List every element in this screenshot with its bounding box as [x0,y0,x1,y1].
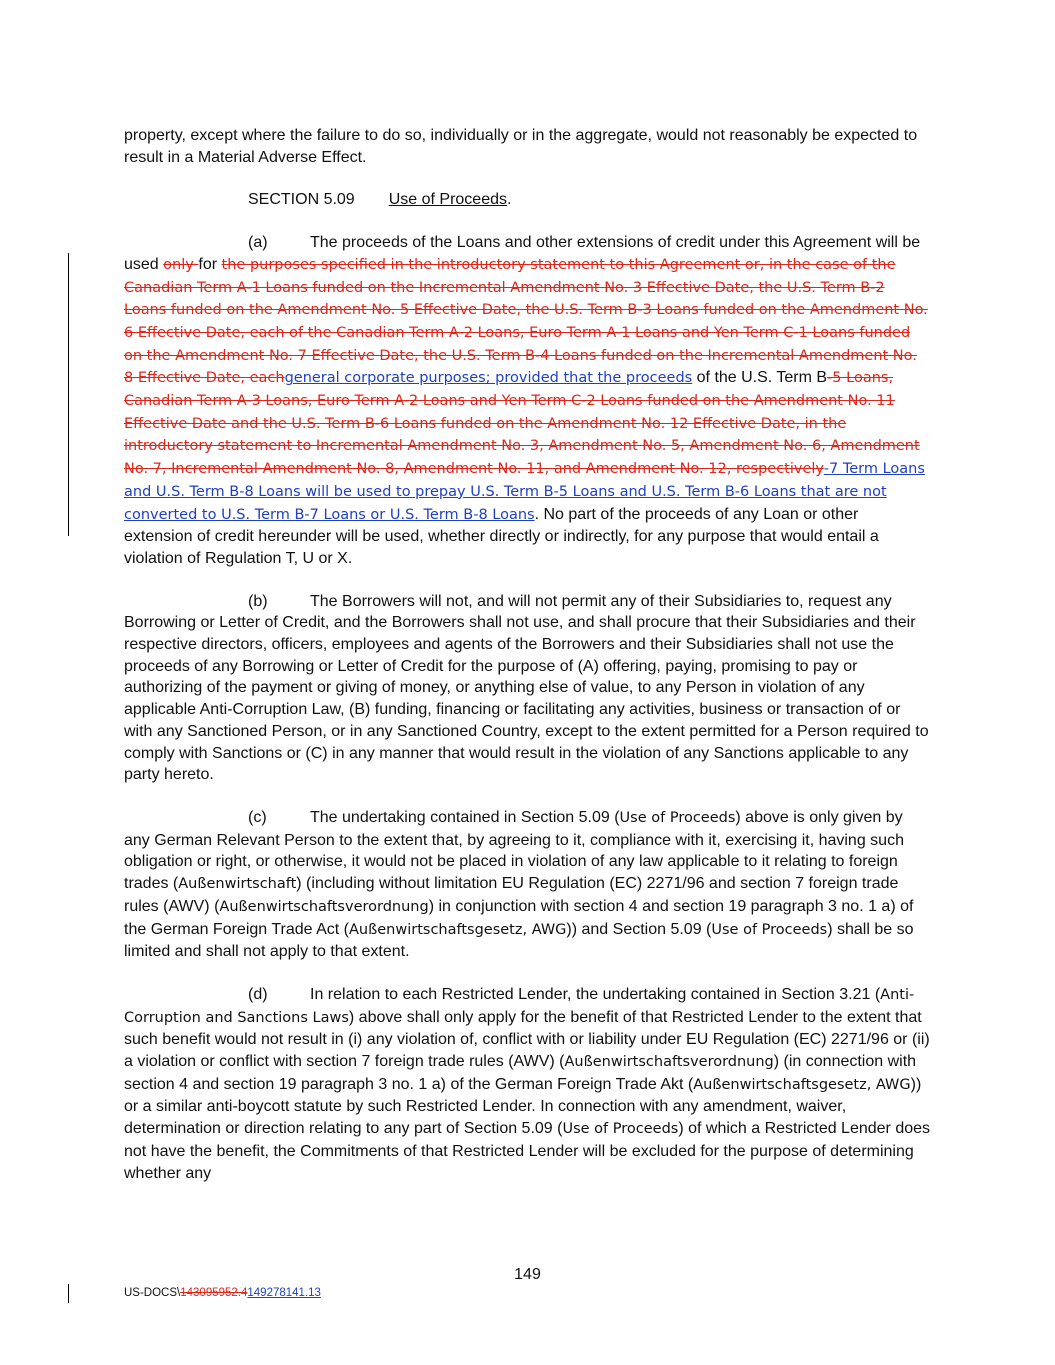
label-a: (a) [248,234,268,252]
inserted-text: general corporate purposes; provided that the proceeds [284,370,693,387]
footer-change-bar [68,1284,69,1303]
section-title: Use of Proceeds [388,191,507,209]
section-number: SECTION 5.09 [248,191,355,209]
document-body [124,125,930,1184]
label-b: (b) [248,592,268,610]
page-number: 149 [514,1266,541,1283]
deleted-text: the purposes specified in the introductory statement to this Agreement or, in the case of the Canadian Term A-1 Loans funded on the Incremental Amendment No. 3 Effective Date, the U.S. Term B-2 Loans funded on the Amendment No. 5 Effective Date, the U.S. Term B-3 Loans funded on the Amendment No. 6 Effective Date, each of the Canadian Term A-2 Loans, Euro Term A-1 Loans and Yen Term C-1 Loans funded on the Amendment No. 7 Effective Date, the U.S. Term B-4 Loans funded on the Incremental Amendment No. 8 Effective Date, each [124,256,928,387]
doc-id-footer: US-DOCS\143095952.4149278141.13 [124,1287,321,1299]
label-d: (d) [248,985,268,1003]
section-heading: SECTION 5.09 Use of Proceeds. [248,191,512,209]
paragraph-d: (d) In relation to each Restricted Lender, the undertaking contained in Section 3.21 (Anti-Corruption and Sanctions Laws) above shall only apply for the benefit of that Restricted Lender to the extent that such benefit would not result in (i) any violation of, conflict with or liability under EU Regulation (EC) 2271/96 or (ii) a violation or conflict with section 7 foreign trade rules (AWV) (Außenwirtschaftsverordnung) (in connection with section 4 and section 19 paragraph 3 no. 1 a) of the German Foreign Trade Akt (Außenwirtschaftsgesetz, AWG)) or a similar anti-boycott statute by such Restricted Lender. In connection with any amendment, waiver, determination or direction relating to any part of Section 5.09 (Use of Proceeds) of which a Restricted Lender does not have the benefit, the Commitments of that Restricted Lender will be excluded for the purpose of determining whether any [124,985,931,1182]
paragraph-b: (b) The Borrowers will not, and will not permit any of their Subsidiaries to, request any Borrowing or Letter of Credit, and the Borrowers shall not use, and shall procure that their Subsidiaries and their respective directors, officers, employees and agents of the Borrowers and their Subsidiaries shall not use the proceeds of any Borrowing or Letter of Credit for the purpose of (A) offering, paying, promising to pay or authorizing of the payment or giving of money, or anything else of value, to any Person in violation of any applicable Anti-Corruption Law, (B) funding, financing or facilitating any activities, business or transaction of or with any Sanctioned Person, or in any Sanctioned Country, except to the extent permitted for a Person required to comply with Sanctions or (C) in any manner that would result in the violation of any Sanctions applicable to any party hereto. [124,592,929,784]
inserted-text: -7 Term Loans and U.S. Term B-8 Loans will be used to prepay U.S. Term B-5 Loans and U.S. Term B-6 Loans that are not converted to U.S. Term B-7 Loans or U.S. Term B-8 Loans [124,461,925,523]
label-c: (c) [248,808,267,826]
inserted-doc-id: 149278141.13 [247,1287,321,1299]
deleted-text: only [163,256,199,273]
deleted-text: -5 Loans, Canadian Term A-3 Loans, Euro Term A-2 Loans and Yen Term C-2 Loans funded on the Amendment No. 11 Effective Date and the U.S. Term B-6 Loans funded on the Amendment No. 12 Effective Date, in the introductory statement to Incremental Amendment No. 3, Amendment No. 5, Amendment No. 6, Amendment No. 7, Incremental Amendment No. 8, Amendment No. 11, and Amendment No. 12, respectively [124,370,920,478]
deleted-doc-id: 143095952.4 [180,1287,248,1299]
intro-paragraph: property, except where the failure to do so, individually or in the aggregate, would not reasonably be expected to result in a Material Adverse Effect. [124,127,918,166]
change-bar [68,253,69,536]
paragraph-a: (a) The proceeds of the Loans and other extensions of credit under this Agreement will be used only for the purposes specified in the introductory statement to this Agreement or, in the case of the Canadian Term A-1 Loans funded on the Incremental Amendment No. 3 Effective Date, the U.S. Term B-2 Loans funded on the Amendment No. 5 Effective Date, the U.S. Term B-3 Loans funded on the Amendment No. 6 Effective Date, each of the Canadian Term A-2 Loans, Euro Term A-1 Loans and Yen Term C-1 Loans funded on the Amendment No. 7 Effective Date, the U.S. Term B-4 Loans funded on the Incremental Amendment No. 8 Effective Date, eachgeneral corporate purposes; provided that the proceeds of the U.S. Term B-5 Loans, Canadian Term A-3 Loans, Euro Term A-2 Loans and Yen Term C-2 Loans funded on the Amendment No. 11 Effective Date and the U.S. Term B-6 Loans funded on the Amendment No. 12 Effective Date, in the introductory statement to Incremental Amendment No. 3, Amendment No. 5, Amendment No. 6, Amendment No. 7, Incremental Amendment No. 8, Amendment No. 11, and Amendment No. 12, respectively-7 Term Loans and U.S. Term B-8 Loans will be used to prepay U.S. Term B-5 Loans and U.S. Term B-6 Loans that are not converted to U.S. Term B-7 Loans or U.S. Term B-8 Loans. No part of the proceeds of any Loan or other extension of credit hereunder will be used, whether directly or indirectly, for any purpose that would entail a violation of Regulation T, U or X. [124,234,928,567]
paragraph-c: (c) The undertaking contained in Section 5.09 (Use of Proceeds) above is only given by any German Relevant Person to the extent that, by agreeing to it, compliance with it, exercising it, having such obligation or right, or otherwise, it would not be placed in violation of any law applicable to it relating to foreign trades (Außenwirtschaft) (including without limitation EU Regulation (EC) 2271/96 and section 7 foreign trade rules (AWV) (Außenwirtschaftsverordnung) in conjunction with section 4 and section 19 paragraph 3 no. 1 a) of the German Foreign Trade Act (Außenwirtschaftsgesetz, AWG)) and Section 5.09 (Use of Proceeds) shall be so limited and shall not apply to that extent. [124,808,914,961]
